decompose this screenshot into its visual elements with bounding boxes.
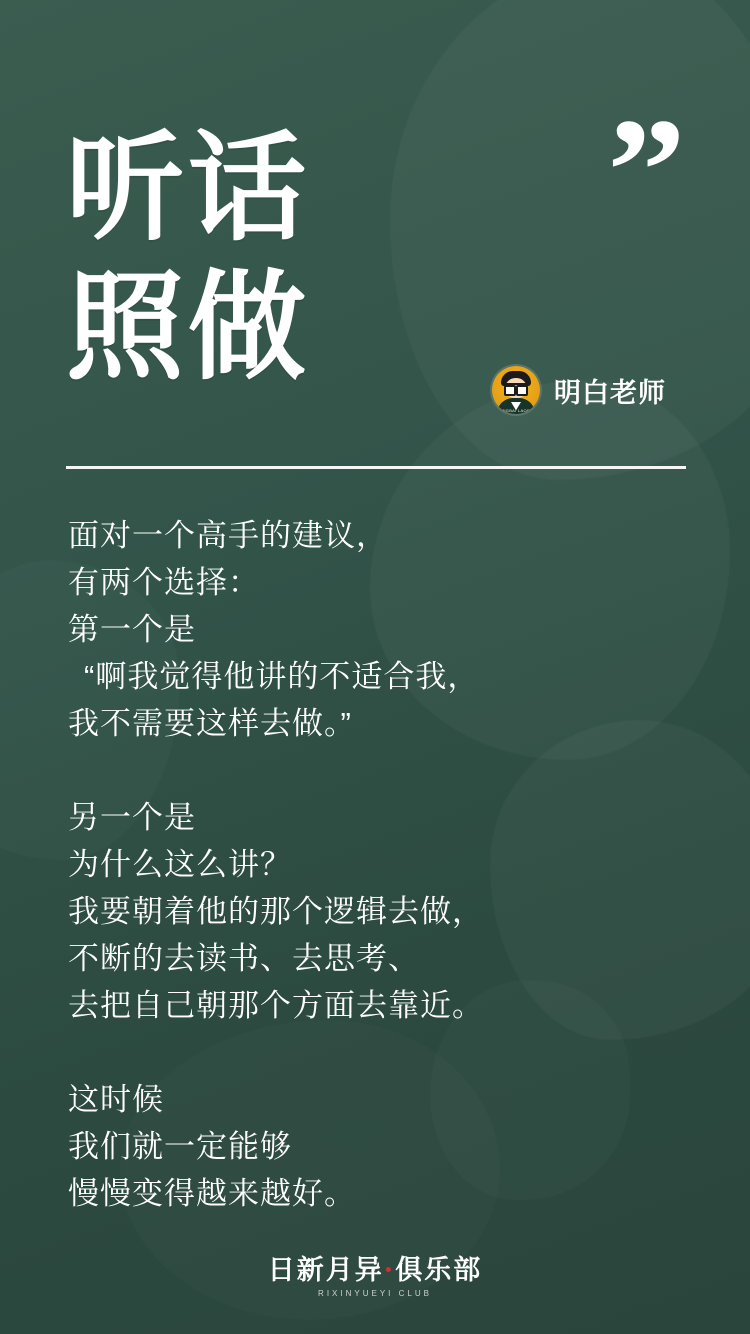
footer-logo <box>0 1248 750 1298</box>
paragraph-gap <box>68 1029 698 1076</box>
body-line: 为什么这么讲？ <box>68 847 292 882</box>
body-line: 我们就一定能够 <box>68 1129 292 1164</box>
author-block <box>492 366 666 414</box>
body-line: 我要朝着他的那个逻辑去做， <box>68 894 484 929</box>
body-text <box>68 512 698 1217</box>
author-name: 明白老师 <box>554 377 666 408</box>
body-line: 我不需要这样去做。” <box>68 706 352 741</box>
avatar <box>492 366 540 414</box>
body-line: 另一个是 <box>68 800 196 835</box>
body-line: 这时候 <box>68 1082 164 1117</box>
avatar-tag-text: MINGBAI LAOSHI <box>497 408 535 413</box>
body-line: 不断的去读书、去思考、 <box>68 941 420 976</box>
avatar-glasses-icon <box>504 383 528 392</box>
footer-logo-text <box>0 1248 750 1287</box>
footer-logo-right: 俱乐部 <box>395 1255 483 1286</box>
body-line: 第一个是 <box>68 612 196 647</box>
footer-logo-subtitle: RIXINYUEYI CLUB <box>318 1289 432 1298</box>
paragraph-gap <box>68 747 698 794</box>
footer-logo-left: 日新月异 <box>267 1255 384 1286</box>
body-line: 去把自己朝那个方面去靠近。 <box>68 988 484 1023</box>
body-line: 面对一个高手的建议， <box>68 518 388 553</box>
body-line: “啊我觉得他讲的不适合我， <box>84 659 480 694</box>
body-line: 有两个选择： <box>68 565 260 600</box>
page-title <box>66 118 310 396</box>
footer-logo-dot: · <box>383 1255 396 1286</box>
divider <box>66 466 686 469</box>
body-line: 慢慢变得越来越好。 <box>68 1176 356 1211</box>
quote-mark-icon: ” <box>607 88 690 254</box>
headline-line-2: 照做 <box>66 257 311 397</box>
headline-line-1: 听话 <box>66 118 311 257</box>
